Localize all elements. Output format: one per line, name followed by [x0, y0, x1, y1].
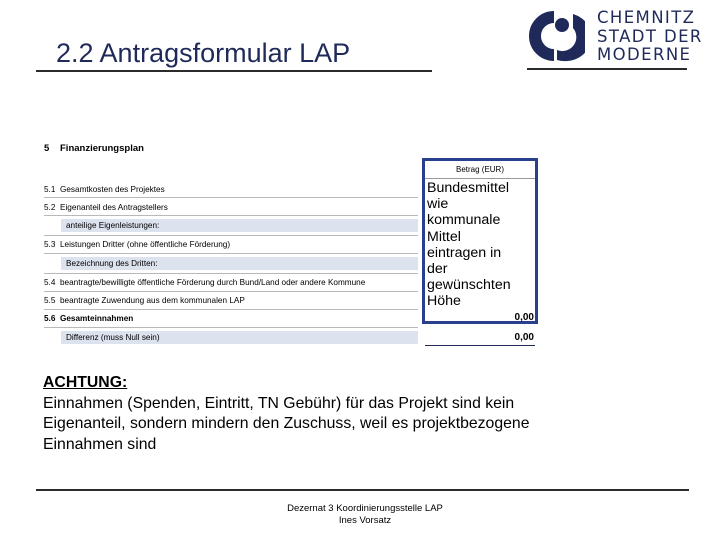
note-line: eintragen in [427, 244, 502, 261]
row-divider [44, 327, 418, 328]
financing-plan-form [40, 140, 540, 350]
row-divider [44, 197, 418, 198]
note-line: Mittel [427, 228, 461, 245]
row-number: 5.6 [44, 314, 56, 323]
amount-column-header: Betrag (EUR) [455, 165, 504, 174]
slide-title: 2.2 Antragsformular LAP [56, 38, 351, 68]
logo-line-1: CHEMNITZ [597, 8, 696, 27]
row-label: Differenz (muss Null sein) [66, 333, 160, 342]
form-row [44, 310, 133, 328]
form-row [44, 274, 365, 292]
row-number: 5.4 [44, 278, 56, 287]
row-number: 5.1 [44, 185, 56, 194]
section-title: Finanzierungsplan [60, 143, 144, 154]
form-row [44, 217, 159, 235]
notice-line: Eigenanteil, sondern mindern den Zuschuss, weil es projektbezogene [43, 415, 530, 432]
chemnitz-logo [527, 8, 703, 68]
row-divider [44, 215, 418, 216]
footer-department: Dezernat 3 Koordinierungsstelle LAP [287, 503, 443, 514]
note-line: wie [427, 196, 449, 213]
form-row [44, 329, 160, 347]
logo-underline [527, 68, 687, 70]
note-line: Höhe [427, 293, 461, 310]
notice-line: Einnahmen sind [43, 435, 157, 453]
row-label: Leistungen Dritter (ohne öffentliche Förderung) [60, 240, 231, 249]
row-label: Gesamteinnahmen [60, 314, 134, 323]
footer [260, 503, 470, 527]
notice-text [43, 394, 683, 456]
footer-author: Ines Vorsatz [338, 515, 392, 526]
value-underline [425, 345, 535, 346]
note-line: kommunale [427, 212, 501, 229]
notice-heading: ACHTUNG: [43, 374, 128, 391]
note-line: gewünschten [427, 277, 511, 294]
note-line: der [427, 261, 448, 278]
form-row [44, 292, 245, 310]
row-label: anteilige Eigenleistungen: [66, 221, 160, 230]
row-label: Eigenanteil des Antragstellers [60, 203, 168, 212]
total-income-value: 0,00 [514, 312, 534, 323]
row-label: beantragte/bewilligte öffentliche Förderung durch Bund/Land oder andere Kommune [60, 278, 366, 287]
row-number: 5.3 [44, 240, 56, 249]
logo-wordmark [597, 9, 703, 65]
row-label: Bezeichnung des Dritten: [66, 259, 158, 268]
note-line: Bundesmittel [427, 180, 510, 196]
row-number: 5.2 [44, 203, 56, 212]
row-label: beantragte Zuwendung aus dem kommunalen LAP [60, 296, 245, 305]
form-row [44, 236, 230, 254]
section-number: 5 [44, 143, 50, 154]
row-label: Gesamtkosten des Projektes [60, 185, 165, 194]
footer-divider [36, 489, 689, 491]
row-number: 5.5 [44, 296, 56, 305]
section-heading [44, 143, 144, 154]
difference-value: 0,00 [514, 332, 534, 343]
logo-line-2: STADT DER [597, 26, 703, 46]
form-row [44, 255, 157, 273]
logo-line-3: MODERNE [597, 45, 692, 64]
row-divider [44, 253, 418, 254]
chemnitz-logo-mark-icon [527, 8, 585, 64]
title-underline [36, 70, 432, 72]
overlay-note [427, 180, 535, 310]
notice-line: Einnahmen (Spenden, Eintritt, TN Gebühr) für das Projekt sind kein [43, 394, 515, 412]
